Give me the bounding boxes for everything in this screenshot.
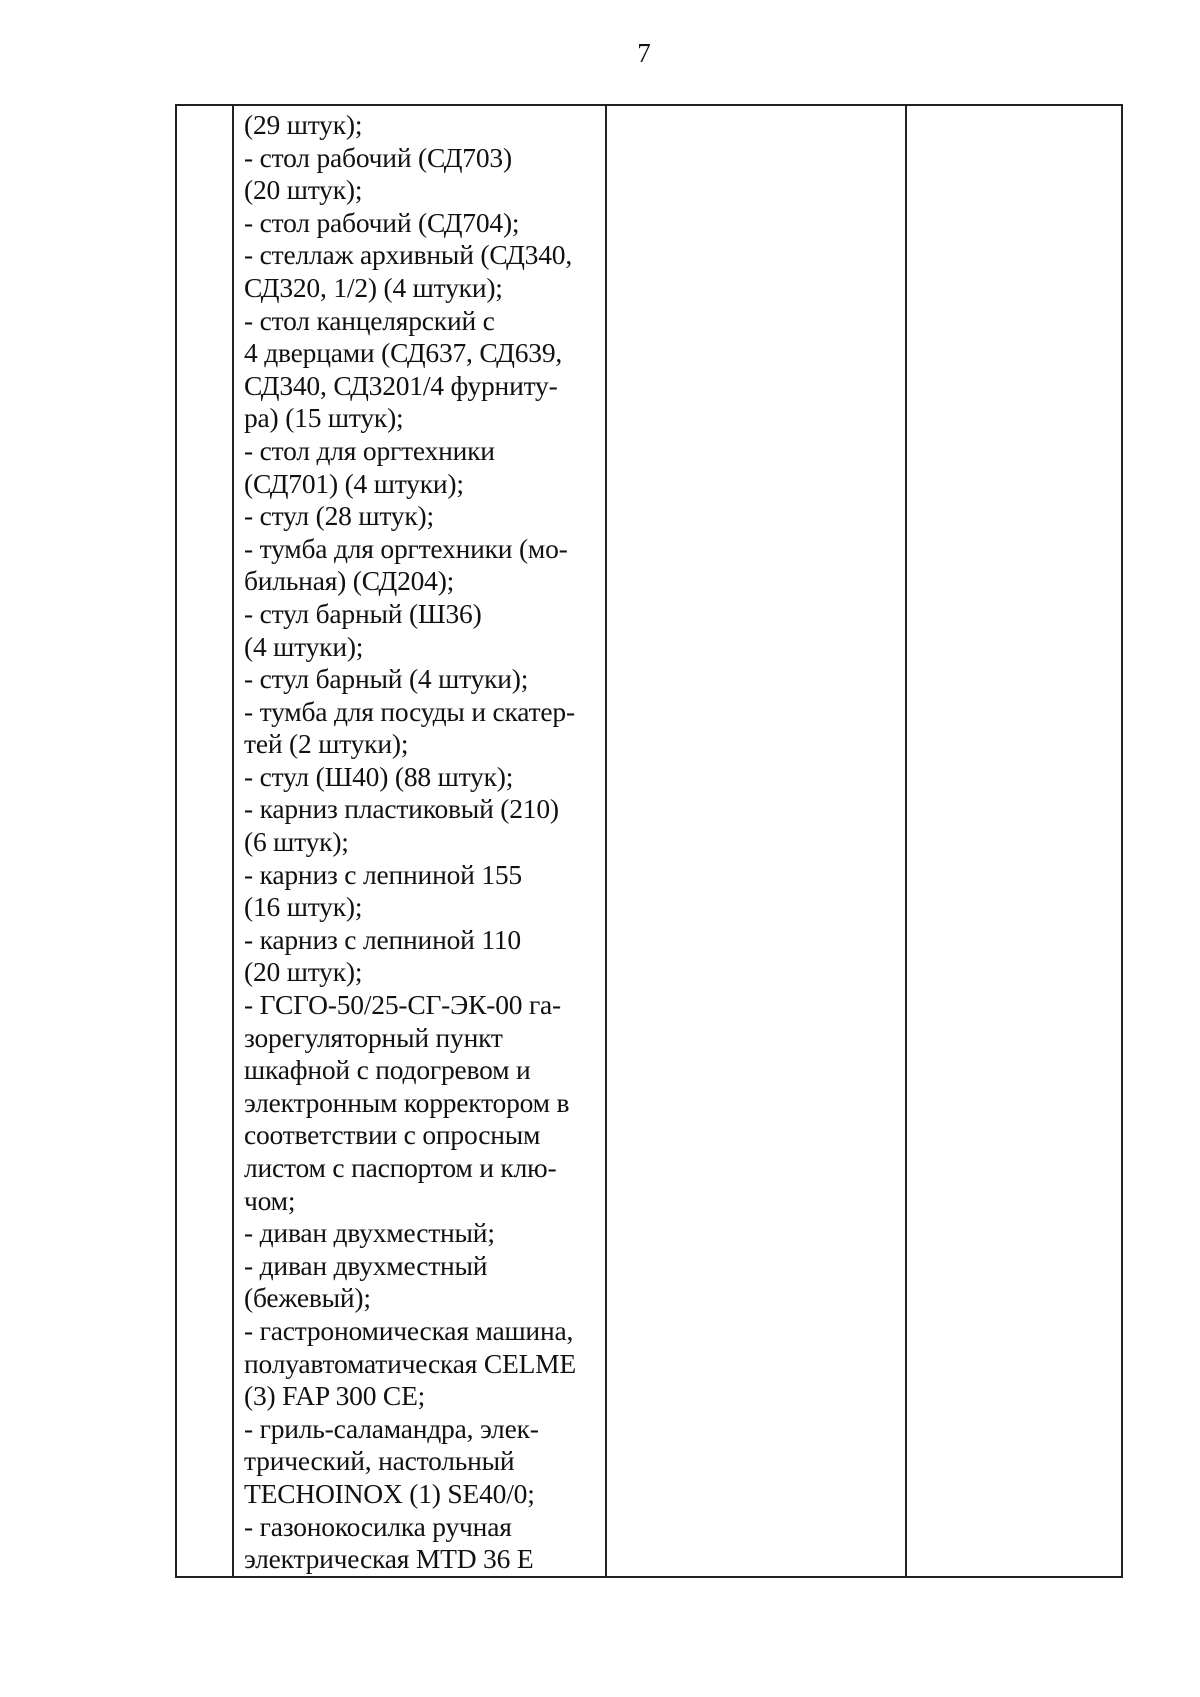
list-item: (20 штук);: [244, 174, 363, 206]
empty-cell: [906, 105, 1122, 1577]
list-item: - гриль-саламандра, элек-: [244, 1412, 539, 1444]
items-list: [234, 106, 605, 1576]
number-cell: [176, 105, 233, 1577]
list-item: (16 штук);: [244, 891, 363, 923]
document-table: [175, 104, 1123, 1578]
list-item: (6 штук);: [244, 826, 349, 858]
list-item: электрическая MTD 36 E: [244, 1543, 534, 1575]
list-item: - карниз с лепниной 155: [244, 858, 522, 890]
list-item: тей (2 штуки);: [244, 728, 409, 760]
list-item: полуавтоматическая CELME: [244, 1347, 577, 1379]
list-item: шкафной с подогревом и: [244, 1054, 531, 1086]
list-item: (4 штуки);: [244, 630, 364, 662]
list-item: - стол для оргтехники: [244, 434, 495, 466]
list-item: (бежевый);: [244, 1282, 371, 1314]
list-item: чом;: [244, 1184, 296, 1216]
list-item: - диван двухместный;: [244, 1217, 495, 1249]
list-item: - карниз с лепниной 110: [244, 923, 521, 955]
list-item: - стул барный (Ш36): [244, 597, 482, 629]
list-item: электронным корректором в: [244, 1086, 570, 1118]
items-cell: [233, 105, 606, 1577]
list-item: - карниз пластиковый (210): [244, 793, 559, 825]
list-item: - тумба для посуды и скатер-: [244, 695, 575, 727]
list-item: - гастрономическая машина,: [244, 1314, 574, 1346]
list-item: - стол рабочий (СД703): [244, 141, 512, 173]
list-item: (20 штук);: [244, 956, 363, 988]
empty-cell: [606, 105, 906, 1577]
list-item: - стол канцелярский с: [244, 304, 495, 336]
list-item: зорегуляторный пункт: [244, 1021, 503, 1053]
list-item: - стул (28 штук);: [244, 500, 434, 532]
list-item: TECHOINOX (1) SE40/0;: [244, 1477, 535, 1509]
list-item: (3) FAP 300 CE;: [244, 1380, 426, 1412]
list-item: листом с паспортом и клю-: [244, 1152, 557, 1183]
list-item: - ГСГО-50/25-СГ-ЭК-00 га-: [244, 989, 562, 1021]
list-item: - стул (Ш40) (88 штук);: [244, 760, 514, 792]
list-item: соответствии с опросным: [244, 1119, 541, 1151]
list-item: трический, настольный: [244, 1445, 515, 1477]
table-row: [176, 105, 1122, 1577]
list-item: СД340, СД3201/4 фурниту-: [244, 369, 558, 401]
list-item: - стол рабочий (СД704);: [244, 206, 520, 238]
list-item: 4 дверцами (СД637, СД639,: [244, 337, 563, 369]
list-item: (СД701) (4 штуки);: [244, 467, 464, 499]
list-item: - диван двухместный: [244, 1249, 488, 1281]
list-item: - тумба для оргтехники (мо-: [244, 532, 568, 564]
list-item: - стул барный (4 штуки);: [244, 663, 529, 695]
list-item: (29 штук);: [244, 109, 363, 140]
list-item: - стеллаж архивный (СД340,: [244, 239, 572, 271]
list-item: СД320, 1/2) (4 штуки);: [244, 271, 503, 303]
list-item: - газонокосилка ручная: [244, 1510, 512, 1542]
page-number: 7: [637, 38, 651, 68]
list-item: ра) (15 штук);: [244, 402, 404, 434]
list-item: бильная) (СД204);: [244, 565, 455, 597]
